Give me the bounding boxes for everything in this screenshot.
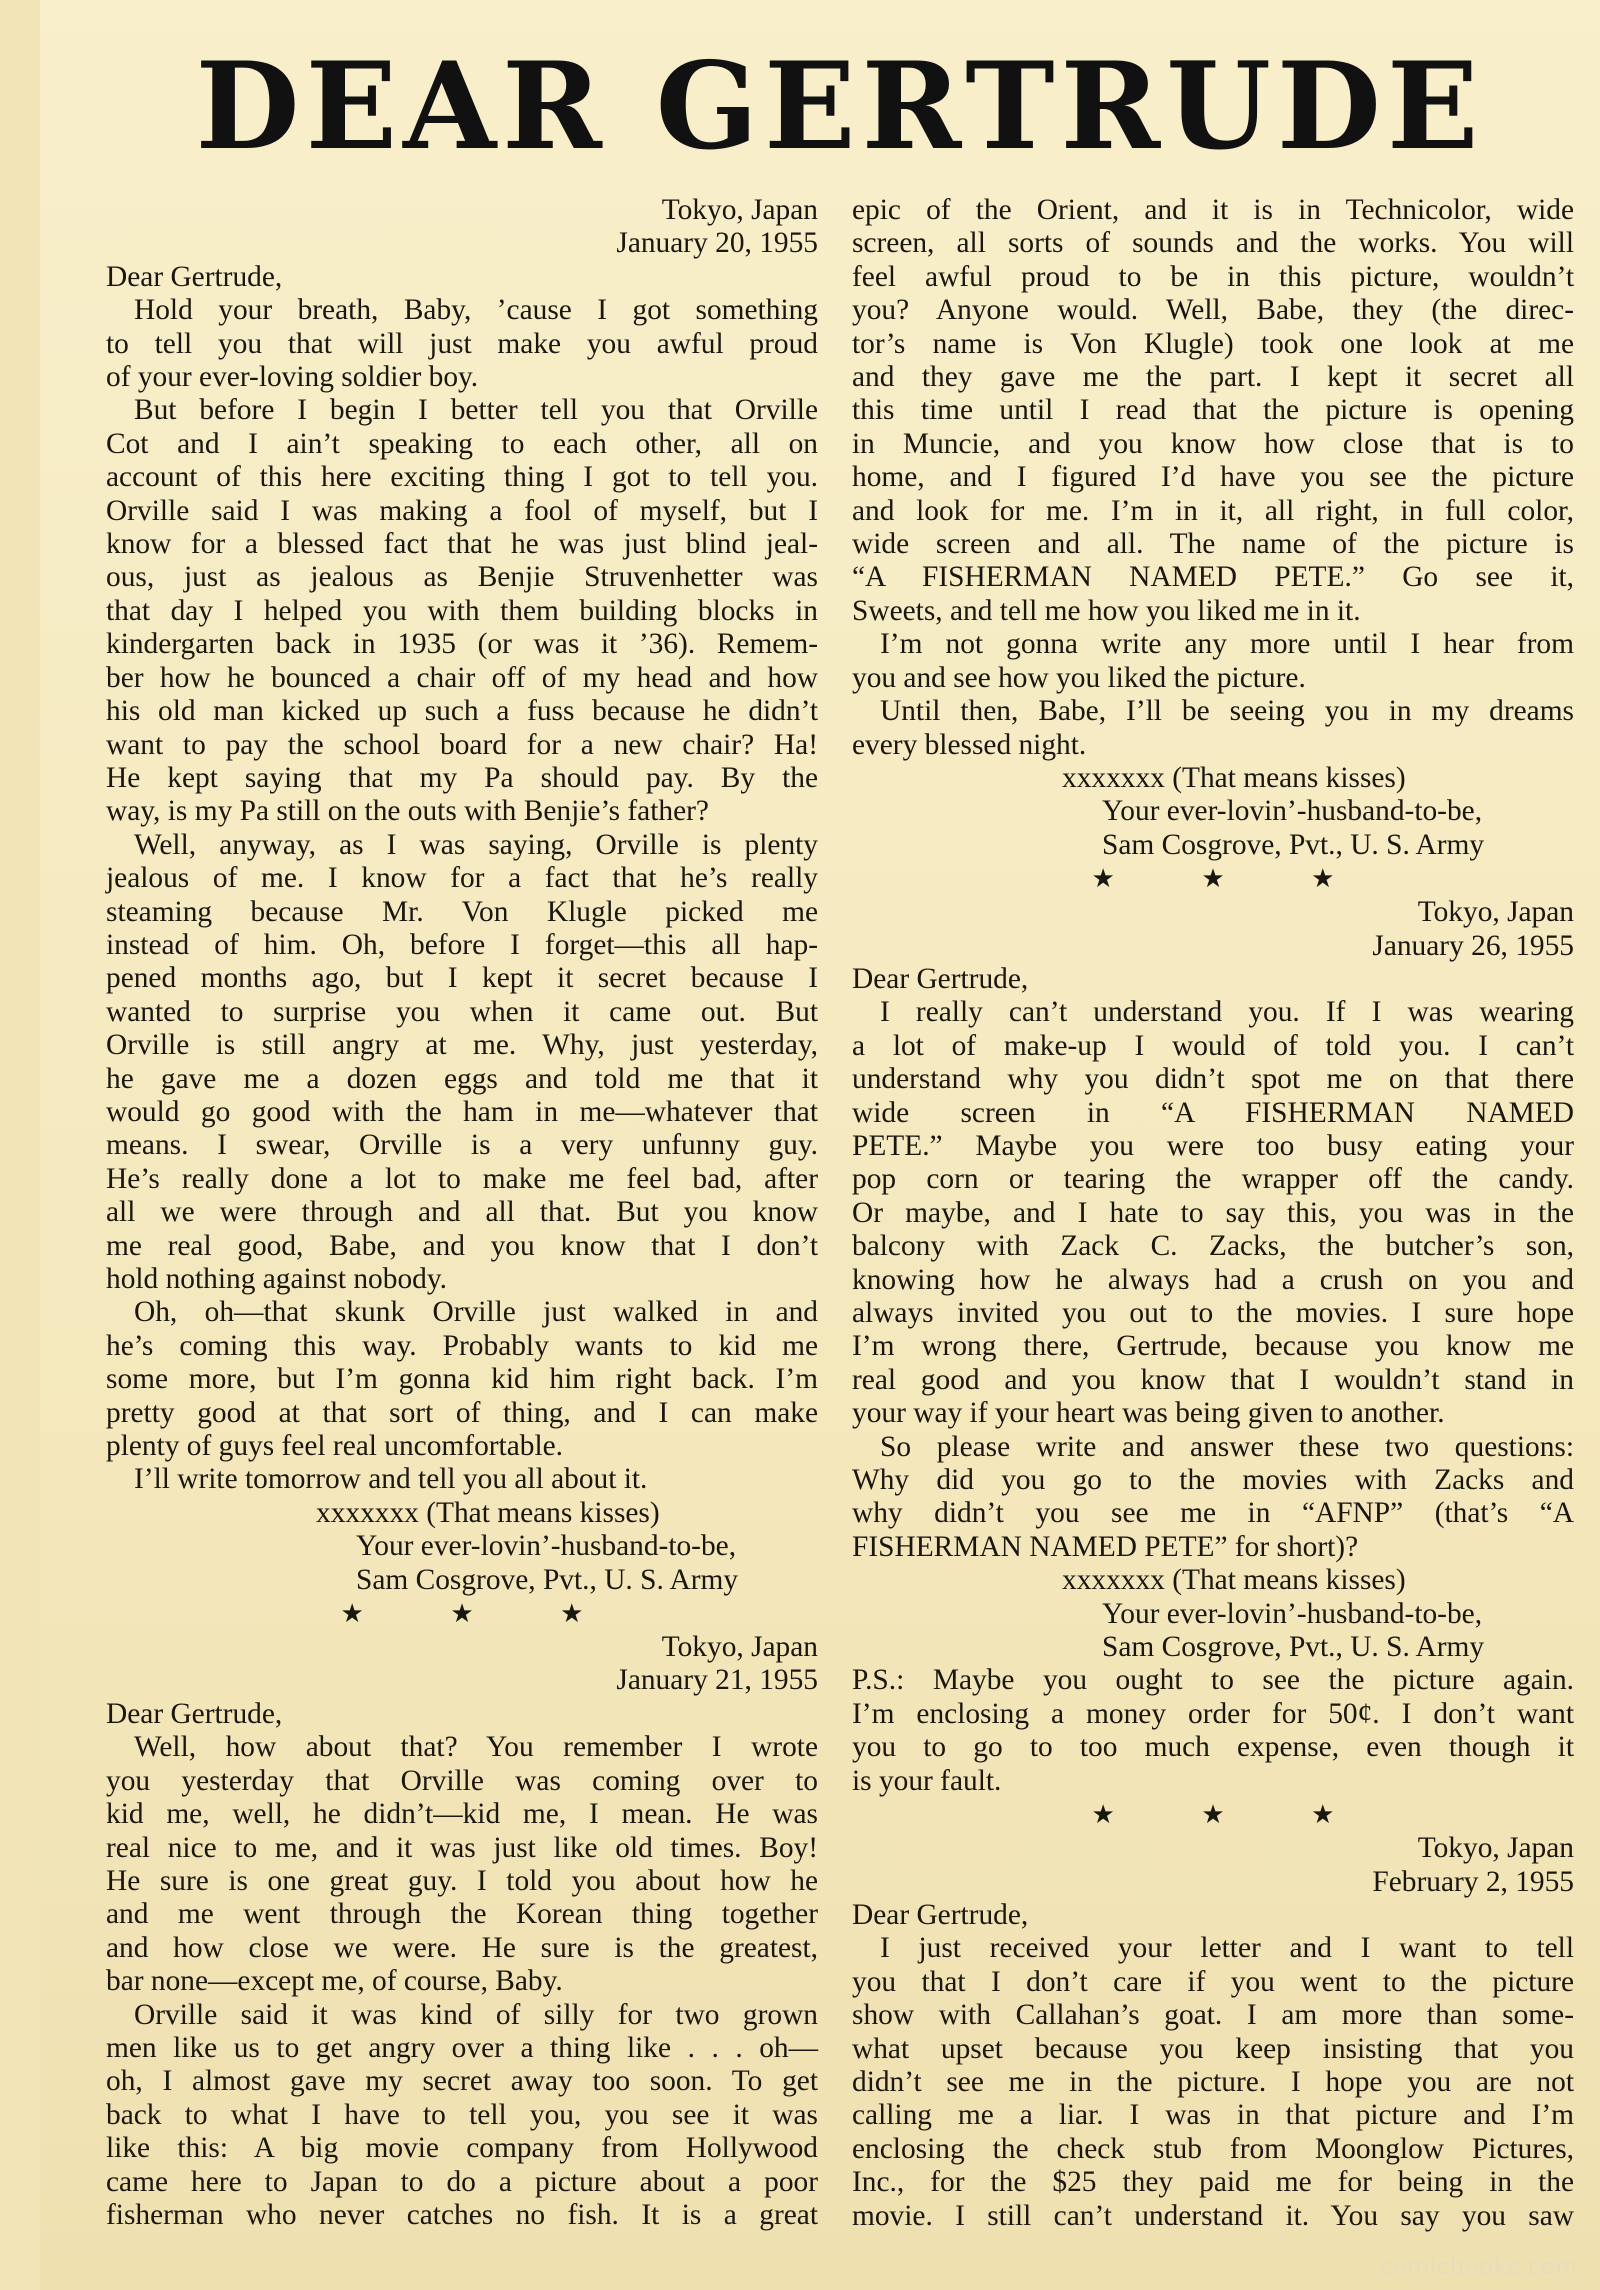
text-line: FISHERMAN NAMED PETE” for short)? bbox=[852, 1530, 1359, 1563]
dateline-line: Tokyo, Japan bbox=[1417, 1832, 1574, 1865]
text-line: and they gave me the part. I kept it secret all bbox=[852, 361, 1574, 394]
text-line: knowing how he always had a crush on you and bbox=[852, 1263, 1574, 1296]
text-line: Well, how about that? You remember I wrote bbox=[134, 1731, 818, 1764]
text-line: that day I helped you with them building blocks in bbox=[106, 594, 818, 627]
text-line: way, is my Pa still on the outs with Benjie’s father? bbox=[106, 795, 709, 828]
text-line: Sweets, and tell me how you liked me in it. bbox=[852, 594, 1361, 627]
text-line: steaming because Mr. Von Klugle picked me bbox=[106, 895, 818, 928]
section-divider-stars: ★ ★ ★ bbox=[340, 1599, 624, 1629]
text-line: I’m wrong there, Gertrude, because you know me bbox=[852, 1330, 1574, 1363]
text-line: he’s coming this way. Probably wants to kid me bbox=[106, 1329, 818, 1362]
text-line: understand why you didn’t spot me on that there bbox=[852, 1063, 1574, 1096]
text-line: Inc., for the $25 they paid me for being in the bbox=[852, 2166, 1574, 2199]
signature-line: Your ever-lovin’-husband-to-be, bbox=[1102, 795, 1483, 828]
text-line: enclosing the check stub from Moonglow Pictures, bbox=[852, 2132, 1574, 2165]
dateline-line: Tokyo, Japan bbox=[661, 1631, 818, 1664]
salutation: Dear Gertrude, bbox=[852, 962, 1029, 995]
left-column bbox=[106, 194, 818, 2232]
text-line: wide screen in “A FISHERMAN NAMED bbox=[852, 1096, 1574, 1129]
text-line: I’m not gonna write any more until I hear from bbox=[880, 628, 1574, 661]
salutation: Dear Gertrude, bbox=[852, 1898, 1029, 1931]
text-line: pretty good at that sort of thing, and I can make bbox=[106, 1396, 818, 1429]
text-line: and how close we were. He sure is the greatest, bbox=[106, 1931, 818, 1964]
text-line: PETE.” Maybe you were too busy eating your bbox=[852, 1129, 1574, 1162]
text-line: I’m enclosing a money order for 50¢. I don’t want bbox=[852, 1697, 1574, 1730]
text-line: screen, all sorts of sounds and the works. You will bbox=[852, 227, 1574, 260]
text-line: Or maybe, and I hate to say this, you was in the bbox=[852, 1196, 1574, 1229]
text-line: some more, but I’m gonna kid him right back. I’m bbox=[106, 1363, 818, 1396]
text-line: he gave me a dozen eggs and told me that it bbox=[106, 1062, 818, 1095]
text-line: Cot and I ain’t speaking to each other, all on bbox=[106, 427, 818, 460]
signature-line: Sam Cosgrove, Pvt., U. S. Army bbox=[1102, 828, 1485, 861]
text-line: pop corn or tearing the wrapper off the candy. bbox=[852, 1163, 1574, 1196]
text-line: He sure is one great guy. I told you about how he bbox=[106, 1864, 818, 1897]
text-line: instead of him. Oh, before I forget—this all hap- bbox=[106, 928, 818, 961]
signature-line: Your ever-lovin’-husband-to-be, bbox=[356, 1530, 737, 1563]
text-line: But before I begin I better tell you that Orville bbox=[134, 394, 818, 427]
text-line: jealous of me. I know for a fact that he’s really bbox=[106, 862, 818, 895]
text-line: always invited you out to the movies. I sure hope bbox=[852, 1297, 1574, 1329]
page-title: DEAR GERTRUDE bbox=[195, 36, 1485, 177]
text-line: kindergarten back in 1935 (or was it ’36). Remem- bbox=[106, 628, 818, 661]
text-line: plenty of guys feel real uncomfortable. bbox=[106, 1430, 564, 1463]
text-line: feel awful proud to be in this picture, wouldn’t bbox=[852, 260, 1574, 293]
text-line: like this: A big movie company from Hollywood bbox=[106, 2132, 818, 2165]
dateline-line: Tokyo, Japan bbox=[661, 194, 818, 226]
text-line: P.S.: Maybe you ought to see the picture again. bbox=[852, 1664, 1574, 1697]
signature-kisses: xxxxxxx (That means kisses) bbox=[316, 1496, 660, 1529]
dateline-line: Tokyo, Japan bbox=[1417, 896, 1574, 929]
text-line: didn’t see me in the picture. I hope you are not bbox=[852, 2065, 1574, 2098]
section-divider-stars: ★ ★ ★ bbox=[1091, 864, 1375, 894]
text-line: of your ever-loving soldier boy. bbox=[106, 361, 479, 394]
dateline-line: February 2, 1955 bbox=[1372, 1865, 1574, 1898]
text-line: came here to Japan to do a picture about a poor bbox=[106, 2165, 818, 2198]
text-line: Orville is still angry at me. Why, just yesterday, bbox=[106, 1029, 818, 1062]
text-line: tor’s name is Von Klugle) took one look at me bbox=[852, 327, 1574, 360]
text-line: your way if your heart was being given to another. bbox=[852, 1397, 1445, 1430]
text-line: every blessed night. bbox=[852, 728, 1087, 761]
signature-line: Sam Cosgrove, Pvt., U. S. Army bbox=[356, 1563, 739, 1596]
text-line: you and see how you liked the picture. bbox=[852, 661, 1306, 694]
text-line: you to go to too much expense, even though it bbox=[852, 1731, 1574, 1764]
text-line: know for a blessed fact that he was just blind jeal- bbox=[106, 528, 818, 561]
text-line: is your fault. bbox=[852, 1764, 1002, 1797]
text-line: a lot of make-up I would of told you. I can’t bbox=[852, 1029, 1574, 1062]
text-line: why didn’t you see me in “AFNP” (that’s “A bbox=[852, 1497, 1574, 1530]
text-line: He’s really done a lot to make me feel bad, after bbox=[106, 1162, 818, 1195]
text-line: I really can’t understand you. If I was wearing bbox=[880, 996, 1574, 1029]
text-line: movie. I still can’t understand it. You say you saw bbox=[852, 2199, 1574, 2232]
signature-line: Sam Cosgrove, Pvt., U. S. Army bbox=[1102, 1631, 1485, 1664]
text-line: want to pay the school board for a new chair? Ha! bbox=[106, 728, 818, 761]
text-line: “A FISHERMAN NAMED PETE.” Go see it, bbox=[852, 561, 1574, 594]
text-line: pened months ago, but I kept it secret because I bbox=[106, 962, 818, 995]
text-line: wide screen and all. The name of the picture is bbox=[852, 528, 1574, 561]
text-line: in Muncie, and you know how close that is to bbox=[852, 427, 1574, 460]
text-line: show with Callahan’s goat. I am more than some- bbox=[852, 1999, 1574, 2032]
text-line: all we were through and all that. But you know bbox=[106, 1196, 818, 1229]
text-line: this time until I read that the picture is opening bbox=[852, 394, 1574, 427]
text-line: kid me, well, he didn’t—kid me, I mean. He was bbox=[106, 1798, 818, 1831]
text-line: Hold your breath, Baby, ’cause I got something bbox=[134, 294, 818, 327]
salutation: Dear Gertrude, bbox=[106, 260, 283, 293]
text-line: oh, I almost gave my secret away too soon. To get bbox=[106, 2065, 818, 2098]
text-line: to tell you that will just make you awful proud bbox=[106, 327, 818, 360]
text-line: back to what I have to tell you, you see it was bbox=[106, 2098, 818, 2131]
watermark-credit: comicbooks.com bbox=[1379, 2255, 1578, 2280]
text-line: hold nothing against nobody. bbox=[106, 1263, 447, 1295]
text-line: home, and I figured I’d have you see the picture bbox=[852, 461, 1574, 494]
text-line: would go good with the ham in me—whatever that bbox=[106, 1095, 818, 1128]
text-line: and look for me. I’m in it, all right, in full color, bbox=[852, 494, 1574, 527]
text-line: So please write and answer these two questions: bbox=[880, 1430, 1574, 1463]
signature-kisses: xxxxxxx (That means kisses) bbox=[1062, 1564, 1406, 1597]
text-line: Orville said I was making a fool of myself, but I bbox=[106, 494, 818, 527]
salutation: Dear Gertrude, bbox=[106, 1697, 283, 1730]
text-line: account of this here exciting thing I got to tell you. bbox=[106, 461, 818, 494]
text-line: Why did you go to the movies with Zacks and bbox=[852, 1464, 1574, 1497]
text-line: ous, just as jealous as Benjie Struvenhetter was bbox=[106, 561, 818, 594]
text-line: wanted to surprise you when it came out. But bbox=[106, 995, 818, 1028]
dateline-line: January 26, 1955 bbox=[1372, 929, 1574, 962]
text-line: balcony with Zack C. Zacks, the butcher’s son, bbox=[852, 1230, 1574, 1263]
text-line: real nice to me, and it was just like old times. Boy! bbox=[106, 1831, 818, 1864]
text-line: you yesterday that Orville was coming over to bbox=[106, 1764, 818, 1797]
right-column bbox=[852, 194, 1574, 2233]
signature-line: Your ever-lovin’-husband-to-be, bbox=[1102, 1597, 1483, 1630]
text-line: Until then, Babe, I’ll be seeing you in my dreams bbox=[880, 695, 1574, 728]
text-line: He kept saying that my Pa should pay. By the bbox=[106, 761, 818, 794]
text-line: Oh, oh—that skunk Orville just walked in and bbox=[134, 1296, 818, 1329]
dateline-line: January 20, 1955 bbox=[616, 227, 818, 260]
text-line: you? Anyone would. Well, Babe, they (the direc- bbox=[852, 294, 1574, 327]
text-line: I just received your letter and I want to tell bbox=[880, 1932, 1574, 1965]
text-line: epic of the Orient, and it is in Technicolor, wide bbox=[852, 194, 1574, 226]
text-line: calling me a liar. I was in that picture and I’m bbox=[852, 2099, 1574, 2132]
text-line: and me went through the Korean thing together bbox=[106, 1898, 818, 1931]
signature-kisses: xxxxxxx (That means kisses) bbox=[1062, 761, 1406, 794]
text-line: you that I don’t care if you went to the picture bbox=[852, 1965, 1574, 1998]
text-line: what upset because you keep insisting that you bbox=[852, 2032, 1574, 2065]
text-line: real good and you know that I wouldn’t stand in bbox=[852, 1363, 1574, 1396]
text-line: Orville said it was kind of silly for two grown bbox=[134, 1998, 818, 2031]
text-line: Well, anyway, as I was saying, Orville is plenty bbox=[134, 828, 818, 861]
text-line: ber how he bounced a chair off of my head and how bbox=[106, 661, 818, 694]
text-line: bar none—except me, of course, Baby. bbox=[106, 1965, 563, 1998]
text-line: me real good, Babe, and you know that I don’t bbox=[106, 1229, 818, 1262]
text-line: fisherman who never catches no fish. It is a great bbox=[106, 2198, 818, 2231]
text-line: I’ll write tomorrow and tell you all about it. bbox=[134, 1463, 648, 1496]
text-line: men like us to get angry over a thing like . . . oh— bbox=[106, 2031, 818, 2064]
dateline-line: January 21, 1955 bbox=[616, 1664, 818, 1697]
text-line: his old man kicked up such a fuss because he didn’t bbox=[106, 695, 818, 728]
section-divider-stars: ★ ★ ★ bbox=[1091, 1800, 1375, 1830]
text-line: means. I swear, Orville is a very unfunny guy. bbox=[106, 1129, 818, 1162]
